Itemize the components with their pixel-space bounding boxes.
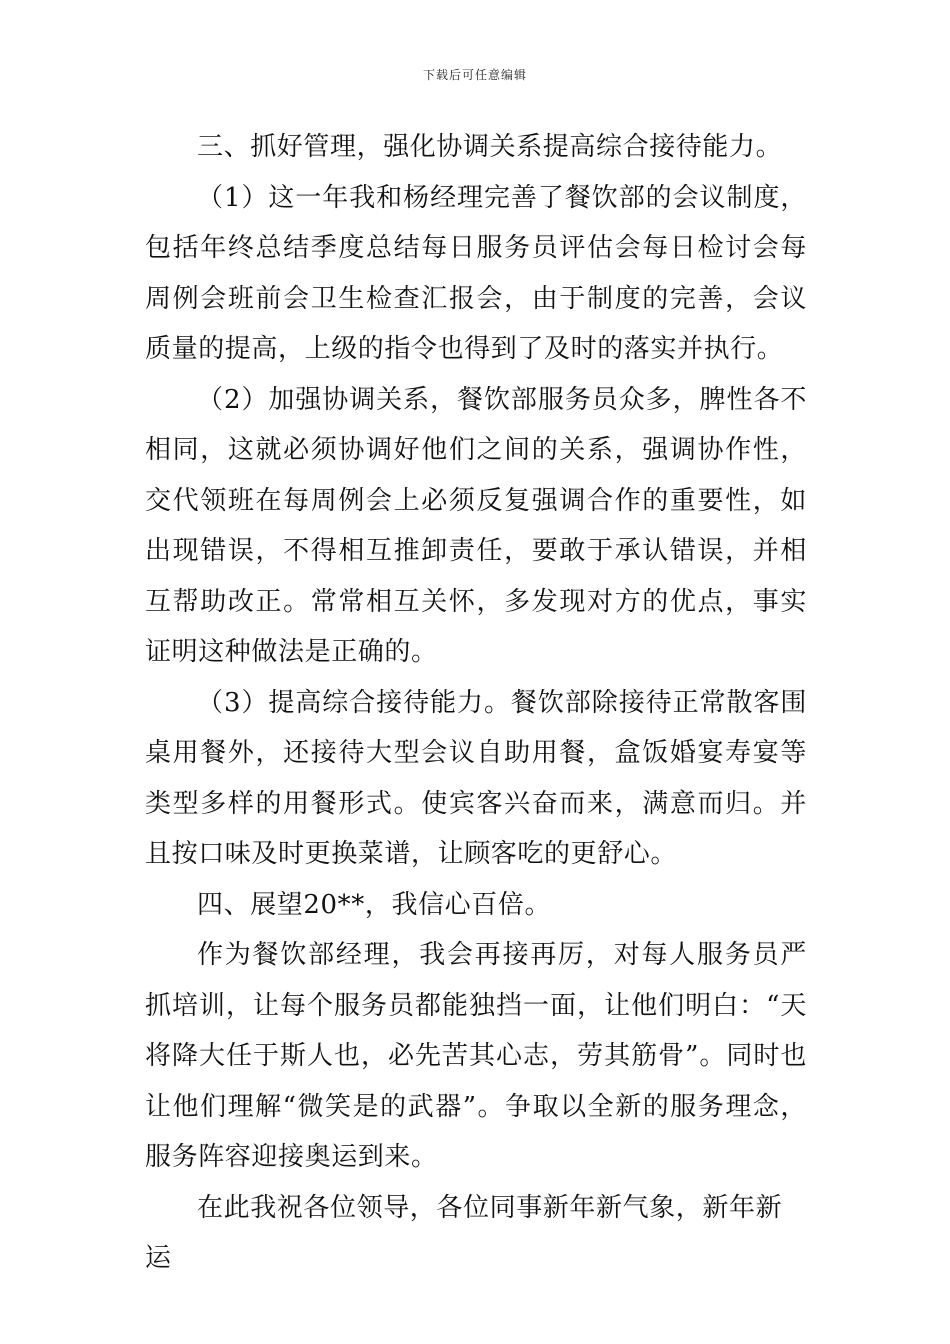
document-body	[145, 122, 807, 1284]
paragraph-reception-ability: （3）提高综合接待能力。餐饮部除接待正常散客围桌用餐外，还接待大型会议自助用餐，盒饭婚宴寿宴等类型多样的用餐形式。使宾客兴奋而来，满意而归。并且按口味及时更换菜谱，让顾客吃的更舒心。	[145, 687, 807, 869]
paragraph-manager-plan: 作为餐饮部经理，我会再接再厉，对每人服务员严抓培训，让每个服务员都能独挡一面，让他们明白：“天将降大任于斯人也，必先苦其心志，劳其筋骨”。同时也让他们理解“微笑是的武器”。争取以全新的服务理念，服务阵容迎接奥运到来。	[145, 940, 807, 1172]
paragraph-meeting-system: （1）这一年我和杨经理完善了餐饮部的会议制度，包括年终总结季度总结每日服务员评估会每日检讨会每周例会班前会卫生检查汇报会，由于制度的完善，会议质量的提高，上级的指令也得到了及时的落实并执行。	[145, 182, 807, 364]
header-note: 下载后可任意编辑	[422, 68, 527, 82]
paragraph-closing-wishes: 在此我祝各位领导，各位同事新年新气象，新年新运	[145, 1192, 783, 1273]
paragraph-coordination: （2）加强协调关系，餐饮部服务员众多，脾性各不相同，这就必须协调好他们之间的关系，强调协作性，交代领班在每周例会上必须反复强调合作的重要性，如出现错误，不得相互推卸责任，要敢于承认错误，并相互帮助改正。常常相互关怀，多发现对方的优点，事实证明这种做法是正确的。	[145, 384, 807, 667]
section-heading-outlook: 四、展望20**，我信心百倍。	[197, 889, 552, 920]
section-heading-management: 三、抓好管理，强化协调关系提高综合接待能力。	[197, 132, 783, 162]
